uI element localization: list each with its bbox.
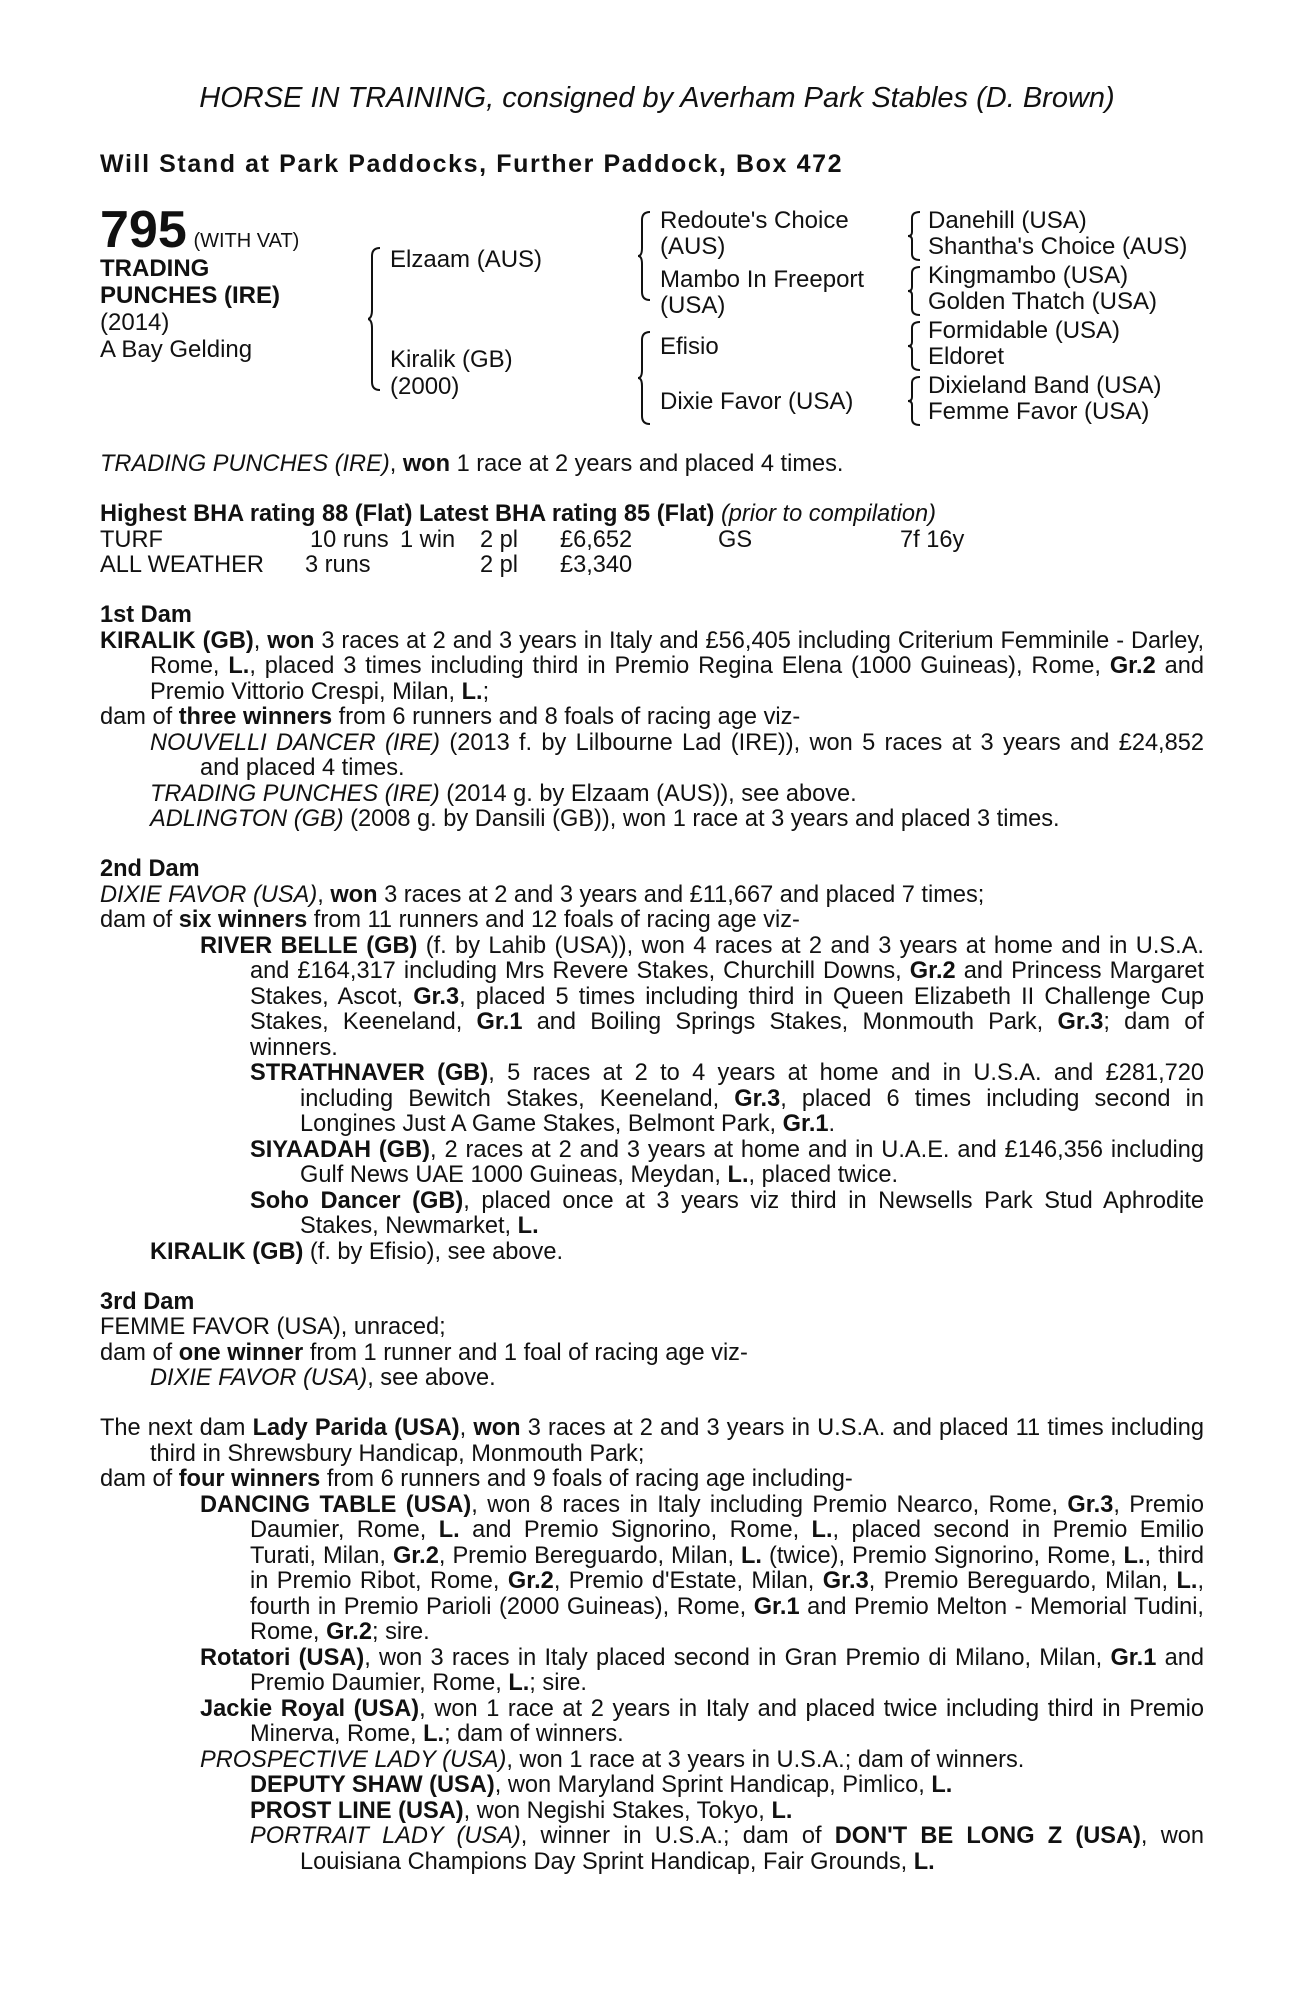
pedigree-brace-3 [908,320,922,372]
pedigree-gen3-6: Eldoret [928,343,1005,370]
stand-location: Will Stand at Park Paddocks, Further Paddock, Box 472 [100,150,844,178]
first-dam-heading: 1st Dam [100,602,192,628]
rating-line: Highest BHA rating 88 (Flat) Latest BHA rating 85 (Flat) (prior to compilation) [100,501,936,527]
pedigree-dam-sire: Efisio [660,333,719,360]
pedigree-dam: Kiralik (GB) [390,346,513,373]
vat-note: (WITH VAT) [193,230,300,252]
pedigree-sire: Elzaam (AUS) [390,246,543,273]
second-dam-produce-summary: dam of six winners from 11 runners and 12 foals of racing age viz- [100,907,800,933]
produce-river-belle: RIVER BELLE (GB) (f. by Lahib (USA)), won 4 races at 2 and 3 years at home and in U.S.A. and £164,317 including Mrs Revere Stakes, Churchill Downs, Gr.2 and Princess Margaret Stakes, Ascot, Gr.3, placed 5 times including third in Queen Elizabeth II Challenge Cup Stakes, Keeneland, Gr.1 and Boiling Springs Stakes, Monmouth Park, Gr.3; dam of winners. [200,932,1205,1061]
catalogue-body [100,452,1204,1875]
produce-strathnaver: STRATHNAVER (GB), 5 races at 2 to 4 years at home and in U.S.A. and £281,720 including Bewitch Stakes, Keeneland, Gr.3, placed 6 times including second in Longines Just A Game Stakes, Belmont Park, Gr.1. [250,1060,1205,1137]
produce-prost-line: PROST LINE (USA), won Negishi Stakes, Tokyo, L. [250,1797,793,1824]
pedigree-brace-1 [908,210,922,262]
produce-prospective-lady: PROSPECTIVE LADY (USA), won 1 race at 3 years in U.S.A.; dam of winners. [200,1746,1025,1773]
first-dam-produce-2: TRADING PUNCHES (IRE) (2014 g. by Elzaam (AUS)), see above. [150,780,857,807]
pedigree-gen3-2: Shantha's Choice (AUS) [928,233,1188,260]
pedigree-brace-2 [908,265,922,317]
next-dam-produce-summary: dam of four winners from 6 runners and 9 foals of racing age including- [100,1466,853,1492]
horse-description: A Bay Gelding [100,336,253,363]
first-dam-produce-3: ADLINGTON (GB) (2008 g. by Dansili (GB)), won 1 race at 3 years and placed 3 times. [150,806,1060,832]
produce-soho-dancer: Soho Dancer (GB), placed once at 3 years viz third in Newsells Park Stud Aphrodite Stakes, Newmarket, L. [250,1187,1205,1239]
third-dam-produce-summary: dam of one winner from 1 runner and 1 foal of racing age viz- [100,1339,748,1366]
first-dam-record: KIRALIK (GB), won 3 races at 2 and 3 years in Italy and £56,405 including Criterium Femminile - Darley, Rome, L., placed 3 times including third in Premio Regina Elena (1000 Guineas), Rome, Gr.2 and Premio Vittorio Crespi, Milan, L.; [100,627,1205,705]
pedigree-brace-sire-dam [368,246,382,392]
produce-portrait-lady: PORTRAIT LADY (USA), winner in U.S.A.; dam of DON'T BE LONG Z (USA), won Louisiana Champions Day Sprint Handicap, Fair Grounds, L. [250,1823,1204,1875]
pedigree-gen3-1: Danehill (USA) [928,207,1087,234]
produce-dancing-table: DANCING TABLE (USA), won 8 races in Italy including Premio Nearco, Rome, Gr.3, Premio Daumier, Rome, L. and Premio Signorino, Rome, L., placed second in Premio Emilio Turati, Milan, Gr.2, Premio Bereguardo, Milan, L. (twice), Premio Signorino, Rome, L., third in Premio Ribot, Rome, Gr.2, Premio d'Estate, Milan, Gr.3, Premio Bereguardo, Milan, L., fourth in Premio Parioli (2000 Guineas), Rome, Gr.1 and Premio Melton - Memorial Tudini, Rome, Gr.2; sire. [200,1491,1204,1645]
pedigree-sire-sire-1: Redoute's Choice [660,207,849,234]
pedigree-dam-dam: Dixie Favor (USA) [660,388,854,415]
second-dam-heading: 2nd Dam [100,856,200,882]
summary-horse-name: TRADING PUNCHES (IRE) [100,451,390,477]
first-dam-produce-1: NOUVELLI DANCER (IRE) (2013 f. by Lilbourne Lad (IRE)), won 5 races at 3 years and £24,852 and placed 4 times. [150,729,1204,781]
produce-kiralik: KIRALIK (GB) (f. by Efisio), see above. [150,1238,563,1265]
pedigree-sire-dam-2: (USA) [660,292,726,319]
pedigree-brace-4 [908,375,922,427]
pedigree-gen3-5: Formidable (USA) [928,317,1121,344]
produce-deputy-shaw: DEPUTY SHAW (USA), won Maryland Sprint Handicap, Pimlico, L. [250,1772,953,1798]
pedigree-brace-sire-line [638,210,652,302]
pedigree-gen3-7: Dixieland Band (USA) [928,372,1162,399]
second-dam-record: DIXIE FAVOR (USA), won 3 races at 2 and 3 years and £11,667 and placed 7 times; [100,881,985,908]
horse-name-line2: PUNCHES (IRE) [100,282,281,309]
pedigree-gen3-4: Golden Thatch (USA) [928,288,1157,315]
page-title: HORSE IN TRAINING, consigned by Averham Park Stables (D. Brown) [199,82,1115,114]
next-dam-record: The next dam Lady Parida (USA), won 3 races at 2 and 3 years in U.S.A. and placed 11 times including third in Shrewsbury Handicap, Monmouth Park; [100,1415,1204,1467]
turf-row: TURF 10 runs 1 win 2 pl £6,652 GS 7f 16y [100,526,965,553]
produce-siyaadah: SIYAADAH (GB), 2 races at 2 and 3 years at home and in U.A.E. and £146,356 including Gulf News UAE 1000 Guineas, Meydan, L., placed twice. [250,1136,1205,1188]
produce-jackie-royal: Jackie Royal (USA), won 1 race at 2 years in Italy and placed twice including third in Premio Minerva, Rome, L.; dam of winners. [200,1695,1204,1747]
all-weather-row: ALL WEATHER 3 runs 2 pl £3,340 [100,552,633,578]
pedigree-brace-dam-line [638,330,652,426]
first-dam-produce-summary: dam of three winners from 6 runners and 8 foals of racing age viz- [100,704,801,730]
pedigree-sire-dam-1: Mambo In Freeport [660,266,865,293]
pedigree-dam-year: (2000) [390,373,460,400]
pedigree-gen3-8: Femme Favor (USA) [928,398,1150,425]
foal-year: (2014) [100,309,170,336]
horse-name-line1: TRADING [100,255,210,282]
third-dam-produce-1: DIXIE FAVOR (USA), see above. [150,1365,496,1391]
produce-rotatori: Rotatori (USA), won 3 races in Italy placed second in Gran Premio di Milano, Milan, Gr.1 and Premio Daumier, Rome, L.; sire. [200,1644,1204,1696]
pedigree-gen3-3: Kingmambo (USA) [928,262,1129,289]
pedigree-sire-sire-2: (AUS) [660,233,726,260]
third-dam-heading: 3rd Dam [100,1288,195,1315]
lot-block [100,201,300,363]
third-dam-record: FEMME FAVOR (USA), unraced; [100,1314,446,1340]
lot-number: 795 [100,201,187,259]
race-summary: TRADING PUNCHES (IRE), won 1 race at 2 years and placed 4 times. [100,451,844,477]
